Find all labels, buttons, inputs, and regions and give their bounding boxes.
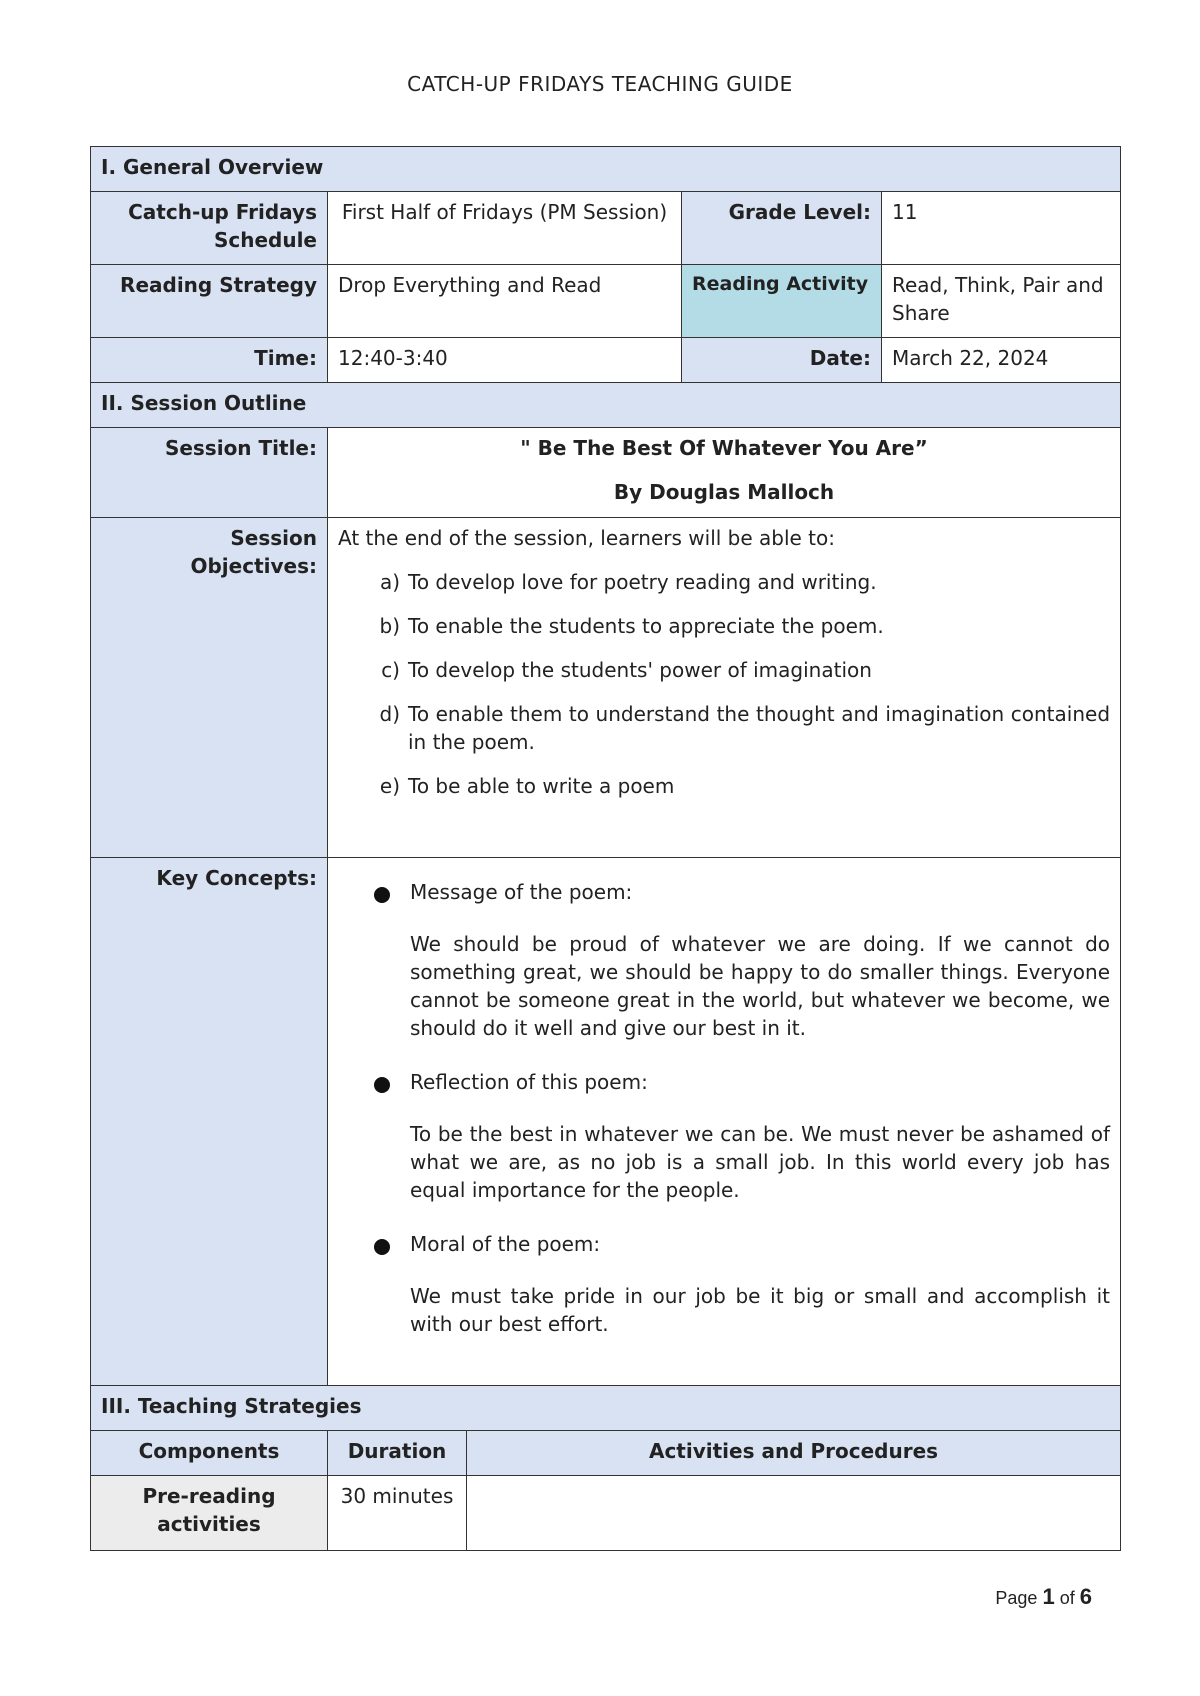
grade-level-value: 11 xyxy=(882,192,1121,265)
duration-column-header: Duration xyxy=(328,1431,467,1476)
concept-item xyxy=(338,1068,1110,1204)
components-column-header: Components xyxy=(91,1431,328,1476)
page-footer xyxy=(995,1584,1092,1610)
reading-activity-value: Read, Think, Pair and Share xyxy=(882,265,1121,338)
section-session-outline-heading: II. Session Outline xyxy=(91,383,1121,428)
page-total: 6 xyxy=(1079,1584,1092,1609)
document-title: CATCH-UP FRIDAYS TEACHING GUIDE xyxy=(407,72,793,96)
section-teaching-strategies-heading: III. Teaching Strategies xyxy=(91,1386,1121,1431)
objective-item: c) To develop the students' power of imagination xyxy=(381,658,872,682)
schedule-value: First Half of Fridays (PM Session) xyxy=(328,192,682,265)
session-title-label: Session Title: xyxy=(91,428,328,518)
key-concepts-cell xyxy=(328,858,1121,1386)
key-concepts-label: Key Concepts: xyxy=(91,858,328,1386)
date-value: March 22, 2024 xyxy=(882,338,1121,383)
pre-reading-duration: 30 minutes xyxy=(328,1476,467,1551)
concept-text: To be the best in whatever we can be. We must never be ashamed of what we are, as no job is a small job. In this world every job has equal importance for the people. xyxy=(410,1122,1111,1202)
page-label: Page xyxy=(995,1588,1038,1608)
section-general-overview-heading: I. General Overview xyxy=(91,147,1121,192)
grade-level-label: Grade Level: xyxy=(682,192,882,265)
concept-heading: Reflection of this poem: xyxy=(410,1070,648,1094)
session-objectives-label: Session Objectives: xyxy=(91,518,328,858)
teaching-guide-table xyxy=(90,146,1121,1551)
objective-item: d) To enable them to understand the thought and imagination contained in the poem. xyxy=(379,702,1111,754)
concept-text: We should be proud of whatever we are doing. If we cannot do something great, we should be happy to do smaller things. Everyone cannot be someone great in the world, but whatever we become, we should do it well and give our best in it. xyxy=(410,932,1111,1040)
bullet-icon xyxy=(374,1239,390,1255)
of-label: of xyxy=(1059,1588,1075,1608)
concept-item xyxy=(338,878,1110,1042)
bullet-icon xyxy=(374,1077,390,1093)
session-title-value xyxy=(328,428,1121,518)
pre-reading-activities xyxy=(467,1476,1121,1551)
objective-item: e) To be able to write a poem xyxy=(379,774,675,798)
bullet-icon xyxy=(374,887,390,903)
date-label: Date: xyxy=(682,338,882,383)
concept-item xyxy=(338,1230,1110,1338)
reading-strategy-label: Reading Strategy xyxy=(91,265,328,338)
reading-activity-label: Reading Activity xyxy=(682,265,882,338)
session-objectives-cell xyxy=(328,518,1121,858)
concept-text: We must take pride in our job be it big or small and accomplish it with our best effort. xyxy=(410,1284,1111,1336)
page-number: 1 xyxy=(1042,1584,1055,1609)
objectives-list xyxy=(338,568,1110,800)
poem-title: " Be The Best Of Whatever You Are” xyxy=(520,436,928,460)
objective-item: a) To develop love for poetry reading and writing. xyxy=(379,570,877,594)
pre-reading-component: Pre-reading activities xyxy=(91,1476,328,1551)
activities-column-header: Activities and Procedures xyxy=(467,1431,1121,1476)
time-value: 12:40-3:40 xyxy=(328,338,682,383)
time-label: Time: xyxy=(91,338,328,383)
objectives-intro: At the end of the session, learners will be able to: xyxy=(338,526,836,550)
schedule-label: Catch-up Fridays Schedule xyxy=(91,192,328,265)
concept-heading: Message of the poem: xyxy=(410,880,633,904)
key-concepts-list xyxy=(338,878,1110,1338)
poem-author: By Douglas Malloch xyxy=(613,480,835,504)
objective-item: b) To enable the students to appreciate the poem. xyxy=(379,614,884,638)
concept-heading: Moral of the poem: xyxy=(410,1232,601,1256)
reading-strategy-value: Drop Everything and Read xyxy=(328,265,682,338)
